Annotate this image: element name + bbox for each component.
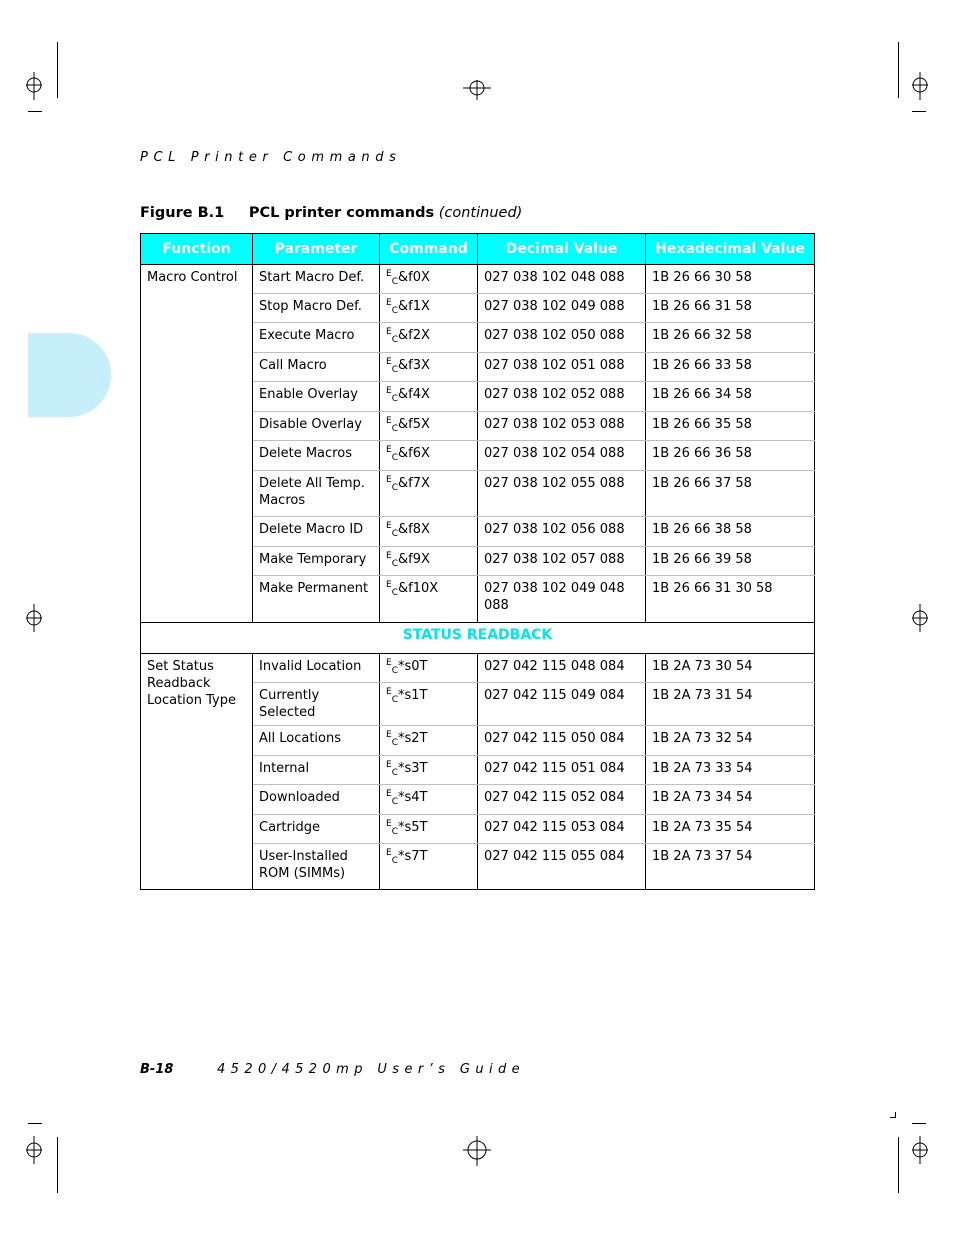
status-readback-section xyxy=(141,654,815,890)
section-heading-row xyxy=(141,623,815,654)
decimal-value-cell: 027 038 102 048 088 xyxy=(478,265,646,294)
parameter-cell: Cartridge xyxy=(253,815,380,844)
command-cell xyxy=(380,265,478,294)
hex-value-cell: 1B 2A 73 33 54 xyxy=(646,756,815,785)
escape-char-e: E xyxy=(386,269,392,279)
command-cell xyxy=(380,756,478,785)
hex-value-cell: 1B 26 66 35 58 xyxy=(646,412,815,441)
decimal-value-cell: 027 038 102 057 088 xyxy=(478,547,646,576)
command-code: &f3X xyxy=(397,358,430,373)
escape-char-e: E xyxy=(386,551,392,561)
decimal-value-cell: 027 038 102 054 088 xyxy=(478,441,646,471)
table-row xyxy=(141,265,815,294)
macro-control-section xyxy=(141,265,815,623)
section-heading: STATUS READBACK xyxy=(141,623,815,654)
parameter-cell: Disable Overlay xyxy=(253,412,380,441)
hex-value-cell: 1B 26 66 31 58 xyxy=(646,294,815,323)
escape-char-e: E xyxy=(386,475,392,485)
decimal-value-cell: 027 042 115 051 084 xyxy=(478,756,646,785)
escape-char-e: E xyxy=(386,580,392,590)
figure-continued: (continued) xyxy=(438,205,523,221)
escape-char-c: C xyxy=(391,335,398,345)
hex-value-cell: 1B 26 66 34 58 xyxy=(646,382,815,412)
command-cell xyxy=(380,785,478,815)
parameter-cell: User-Installed ROM (SIMMs) xyxy=(253,844,380,890)
parameter-cell: Currently Selected xyxy=(253,683,380,726)
hex-value-cell: 1B 2A 73 30 54 xyxy=(646,654,815,683)
command-code: *s4T xyxy=(397,790,428,805)
command-cell xyxy=(380,353,478,382)
column-header: Parameter xyxy=(253,234,380,265)
decimal-value-cell: 027 042 115 052 084 xyxy=(478,785,646,815)
command-cell xyxy=(380,654,478,683)
escape-char-e: E xyxy=(386,730,392,740)
parameter-cell: Execute Macro xyxy=(253,323,380,353)
parameter-cell: Internal xyxy=(253,756,380,785)
command-cell xyxy=(380,517,478,547)
escape-char-c: C xyxy=(391,483,398,493)
escape-char-c: C xyxy=(391,424,398,434)
command-cell xyxy=(380,726,478,756)
hex-value-cell: 1B 26 66 32 58 xyxy=(646,323,815,353)
escape-char-e: E xyxy=(386,445,392,455)
command-code: &f7X xyxy=(397,476,430,491)
decimal-value-cell: 027 042 115 048 084 xyxy=(478,654,646,683)
escape-char-e: E xyxy=(386,298,392,308)
hex-value-cell: 1B 26 66 36 58 xyxy=(646,441,815,471)
hex-value-cell: 1B 26 66 37 58 xyxy=(646,471,815,517)
escape-char-e: E xyxy=(386,521,392,531)
parameter-cell: Call Macro xyxy=(253,353,380,382)
escape-char-c: C xyxy=(391,827,398,837)
column-header: Hexadecimal Value xyxy=(646,234,815,265)
table-header-row xyxy=(141,234,815,265)
command-code: &f1X xyxy=(397,299,430,314)
hex-value-cell: 1B 2A 73 37 54 xyxy=(646,844,815,890)
escape-char-c: C xyxy=(391,666,398,676)
escape-char-c: C xyxy=(391,588,398,598)
parameter-cell: Stop Macro Def. xyxy=(253,294,380,323)
command-code: &f4X xyxy=(397,387,430,402)
hex-value-cell: 1B 26 66 33 58 xyxy=(646,353,815,382)
decimal-value-cell: 027 042 115 055 084 xyxy=(478,844,646,890)
parameter-cell: All Locations xyxy=(253,726,380,756)
parameter-cell: Invalid Location xyxy=(253,654,380,683)
function-cell: Macro Control xyxy=(141,265,253,623)
decimal-value-cell: 027 042 115 049 084 xyxy=(478,683,646,726)
command-cell xyxy=(380,441,478,471)
escape-char-c: C xyxy=(391,856,398,866)
decimal-value-cell: 027 038 102 052 088 xyxy=(478,382,646,412)
escape-char-e: E xyxy=(386,687,392,697)
hex-value-cell: 1B 2A 73 32 54 xyxy=(646,726,815,756)
hex-value-cell: 1B 2A 73 35 54 xyxy=(646,815,815,844)
page-number: B-18 xyxy=(140,1062,174,1077)
column-header: Command xyxy=(380,234,478,265)
command-code: &f6X xyxy=(397,446,430,461)
escape-char-c: C xyxy=(391,306,398,316)
escape-char-c: C xyxy=(391,277,398,287)
command-cell xyxy=(380,294,478,323)
escape-char-c: C xyxy=(391,365,398,375)
decimal-value-cell: 027 038 102 049 088 xyxy=(478,294,646,323)
hex-value-cell: 1B 2A 73 31 54 xyxy=(646,683,815,726)
decimal-value-cell: 027 042 115 053 084 xyxy=(478,815,646,844)
parameter-cell: Downloaded xyxy=(253,785,380,815)
escape-char-e: E xyxy=(386,416,392,426)
parameter-cell: Delete Macros xyxy=(253,441,380,471)
decimal-value-cell: 027 038 102 055 088 xyxy=(478,471,646,517)
pcl-commands-table xyxy=(140,233,815,890)
decimal-value-cell: 027 038 102 049 048 088 xyxy=(478,576,646,623)
escape-char-c: C xyxy=(391,453,398,463)
function-cell: Set Status Readback Location Type xyxy=(141,654,253,890)
table-row xyxy=(141,654,815,683)
escape-char-c: C xyxy=(391,529,398,539)
escape-char-e: E xyxy=(386,658,392,668)
escape-char-e: E xyxy=(386,789,392,799)
command-cell xyxy=(380,576,478,623)
command-code: *s2T xyxy=(397,731,428,746)
column-header: Function xyxy=(141,234,253,265)
column-header: Decimal Value xyxy=(478,234,646,265)
hex-value-cell: 1B 26 66 30 58 xyxy=(646,265,815,294)
guide-title: 4520/4520mp User’s Guide xyxy=(217,1062,526,1077)
hex-value-cell: 1B 26 66 38 58 xyxy=(646,517,815,547)
command-cell xyxy=(380,382,478,412)
figure-title: PCL printer commands xyxy=(248,205,435,221)
hex-value-cell: 1B 26 66 39 58 xyxy=(646,547,815,576)
hex-value-cell: 1B 2A 73 34 54 xyxy=(646,785,815,815)
decimal-value-cell: 027 042 115 050 084 xyxy=(478,726,646,756)
escape-char-c: C xyxy=(391,738,398,748)
command-code: &f8X xyxy=(397,522,430,537)
command-code: &f10X xyxy=(397,581,439,596)
parameter-cell: Make Temporary xyxy=(253,547,380,576)
command-cell xyxy=(380,547,478,576)
escape-char-c: C xyxy=(391,695,398,705)
escape-char-e: E xyxy=(386,357,392,367)
figure-number: Figure B.1 xyxy=(140,205,225,221)
decimal-value-cell: 027 038 102 056 088 xyxy=(478,517,646,547)
escape-char-c: C xyxy=(391,797,398,807)
escape-char-e: E xyxy=(386,327,392,337)
running-header: PCL Printer Commands xyxy=(140,150,402,165)
command-code: *s3T xyxy=(397,761,428,776)
decimal-value-cell: 027 038 102 053 088 xyxy=(478,412,646,441)
command-code: &f0X xyxy=(397,270,430,285)
parameter-cell: Delete Macro ID xyxy=(253,517,380,547)
escape-char-e: E xyxy=(386,760,392,770)
command-cell xyxy=(380,815,478,844)
escape-char-e: E xyxy=(386,819,392,829)
command-cell xyxy=(380,471,478,517)
command-code: &f2X xyxy=(397,328,430,343)
figure-caption xyxy=(140,205,522,221)
command-cell xyxy=(380,412,478,441)
command-code: &f9X xyxy=(397,552,430,567)
escape-char-c: C xyxy=(391,559,398,569)
parameter-cell: Enable Overlay xyxy=(253,382,380,412)
command-cell xyxy=(380,683,478,726)
parameter-cell: Make Permanent xyxy=(253,576,380,623)
parameter-cell: Delete All Temp. Macros xyxy=(253,471,380,517)
command-cell xyxy=(380,844,478,890)
escape-char-e: E xyxy=(386,386,392,396)
command-code: *s1T xyxy=(397,688,428,703)
decimal-value-cell: 027 038 102 050 088 xyxy=(478,323,646,353)
escape-char-c: C xyxy=(391,394,398,404)
command-code: *s5T xyxy=(397,820,428,835)
escape-char-c: C xyxy=(391,768,398,778)
command-code: *s0T xyxy=(397,659,428,674)
decimal-value-cell: 027 038 102 051 088 xyxy=(478,353,646,382)
parameter-cell: Start Macro Def. xyxy=(253,265,380,294)
command-cell xyxy=(380,323,478,353)
chapter-tab-marker xyxy=(28,333,111,417)
hex-value-cell: 1B 26 66 31 30 58 xyxy=(646,576,815,623)
command-code: *s7T xyxy=(397,849,428,864)
escape-char-e: E xyxy=(386,848,392,858)
command-code: &f5X xyxy=(397,417,430,432)
